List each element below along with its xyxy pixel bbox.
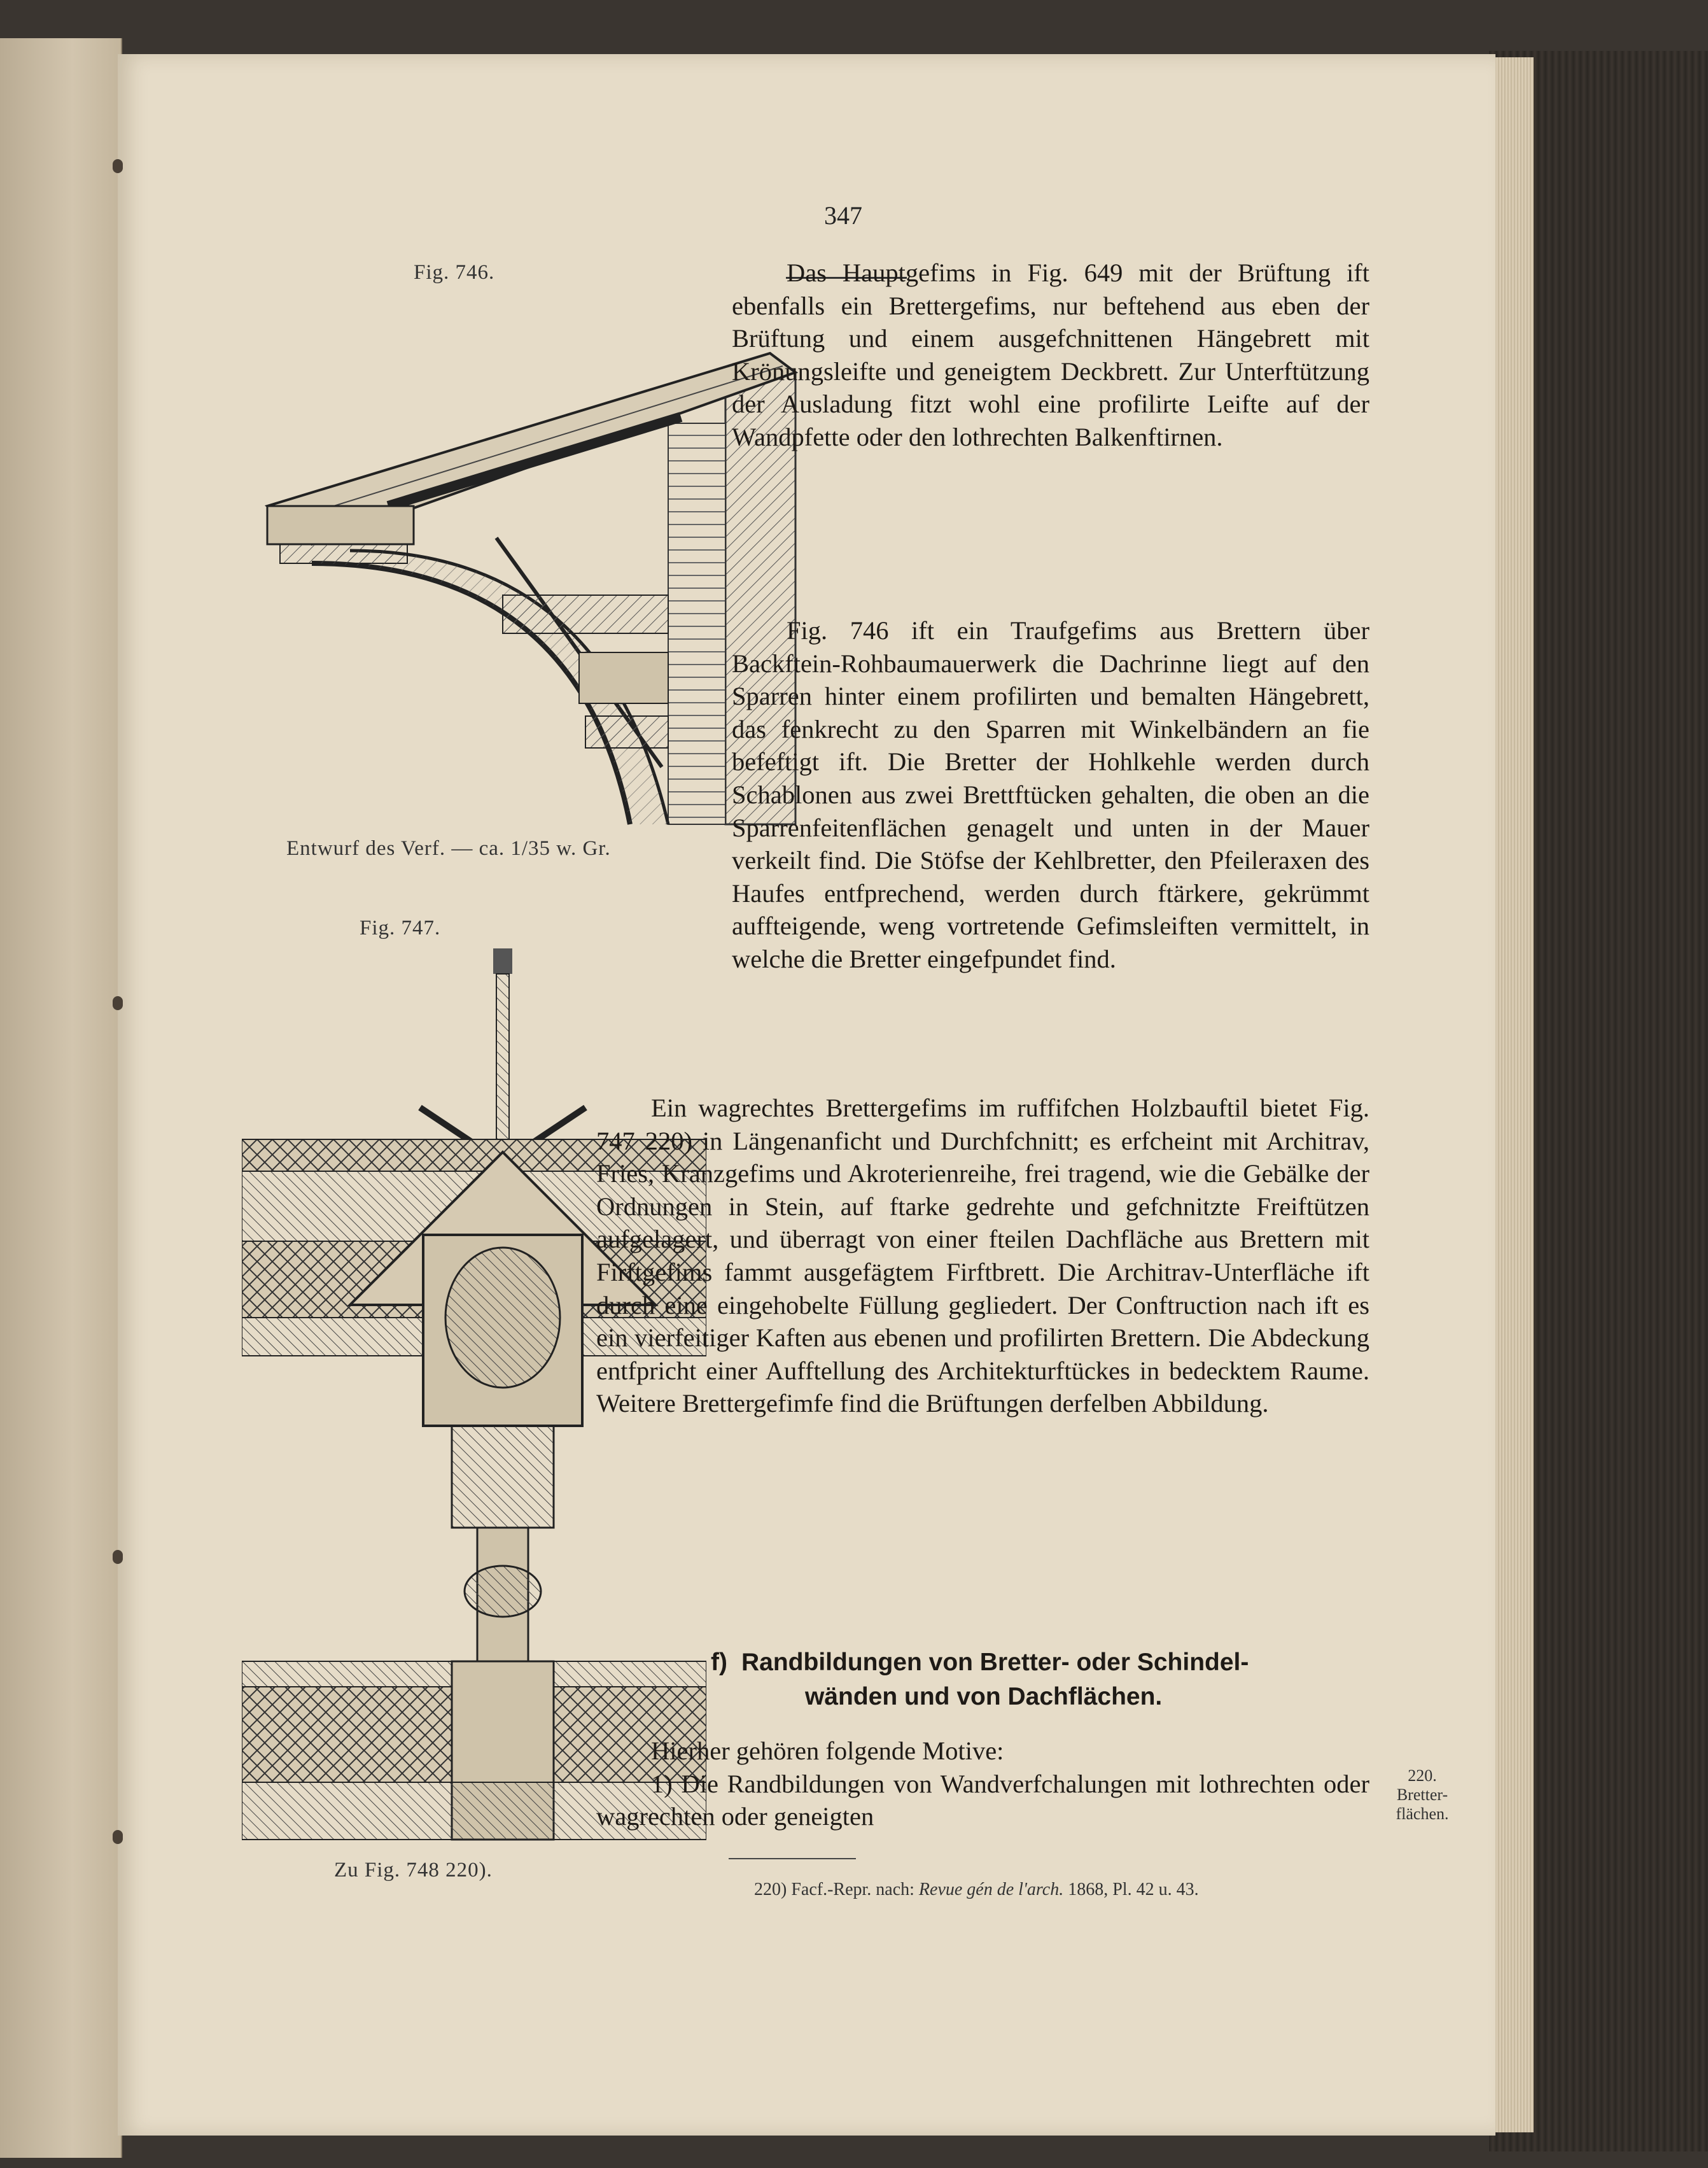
binding-hole xyxy=(113,1550,123,1564)
paragraph-4: Hierher gehören folgende Motive: xyxy=(651,1736,1004,1765)
page-number: 347 xyxy=(824,201,862,230)
paragraph-3: Ein wagrechtes Brettergefims im ruffifchen Holzbauftil bietet Fig. 747 220) in Längenanficht und Durchfchnitt; es erfcheint mit Architrav, Fries, Kranzgefims und Akroterienreihe, frei tragend, wie die Gebälke der Ordnungen in Stein, auf ftarke gedrehte und gefchnitzte Freiftützen aufgelagert, und überragt von einer fteilen Dachfläche aus Brettern mit Firftgefims fammt ausgefägtem Firftbrett. Die Architrav-Unterfläche ift durch eine eingehobelte Füllung gegliedert. Der Conftruction nach ift es ein vierfeitiger Kaften aus ebenen und profilirten Brettern. Die Abdeckung entfpricht einer Aufftellung des Architekturftückes in bedecktem Raume. Weitere Brettergefimfe find die Brüftungen derfelben Abbildung. xyxy=(596,1094,1369,1418)
paragraph-5: 1) Die Randbildungen von Wandverfchalungen mit lothrechten oder wagrechten oder geneigten xyxy=(596,1769,1369,1831)
text-column-upper-2 xyxy=(732,614,1369,976)
footnote xyxy=(754,1880,1390,1900)
fig-746-caption: Entwurf des Verf. — ca. 1/35 w. Gr. xyxy=(286,837,611,860)
text-column-bottom xyxy=(596,1735,1369,1833)
footnote-rule xyxy=(729,1858,856,1859)
section-heading xyxy=(711,1645,1371,1714)
left-page-edge xyxy=(0,38,122,2158)
footnote-detail: 1868, Pl. 42 u. 43. xyxy=(1068,1880,1199,1899)
fig-746-label: Fig. 746. xyxy=(414,261,495,284)
footnote-source: Revue gén de l'arch. xyxy=(918,1880,1064,1899)
fig-747-caption: Zu Fig. 748 220). xyxy=(334,1859,493,1882)
text-column-lower xyxy=(596,1092,1369,1420)
margin-note xyxy=(1384,1766,1460,1824)
binding-hole xyxy=(113,159,123,173)
text-column-upper xyxy=(732,257,1369,454)
section-marker: f) xyxy=(711,1649,727,1676)
paragraph-2: Fig. 746 ift ein Traufgefims aus Brettern über Backftein-Rohbaumauerwerk die Dachrinne liegt auf den Sparren hinter einem profilirten und bemalten Hängebrett, das fenkrecht zu den Sparren mit Winkelbändern an fie befeftigt ift. Die Bretter der Hohlkehle werden durch Schablonen aus zwei Brettftücken gehalten, die oben an die Sparrenfeitenflächen genagelt und unten in der Mauer verkeilt find. Die Stöfse der Kehlbretter, den Pfeileraxen des Haufes entfprechend, werden durch ftärkere, gekrümmt auffteigende, weng vortretende Gefimsleiften vermittelt, in welche die Bretter eingefpundet find. xyxy=(732,616,1369,973)
margin-note-number: 220. xyxy=(1408,1766,1437,1785)
section-heading-line-1: Randbildungen von Bretter- oder Schindel- xyxy=(741,1649,1249,1676)
paragraph-1: Das Hauptgefims in Fig. 649 mit der Brüftung ift ebenfalls ein Brettergefims, nur beftehend aus eben der Brüftung und einem ausgefchnittenen Hängebrett mit Krönungsleifte und geneigtem Deckbrett. Zur Unterftützung der Ausladung fitzt wohl eine profilirte Leifte auf der Wandpfette oder den lothrechten Balkenftirnen. xyxy=(732,258,1369,451)
fig-746-eaves-cornice-drawing xyxy=(223,296,815,831)
footnote-marker: 220) xyxy=(754,1880,787,1899)
margin-note-label: Bretter-flächen. xyxy=(1396,1785,1449,1823)
binding-hole xyxy=(113,996,123,1010)
binding-hole xyxy=(113,1830,123,1844)
section-heading-line-2: wänden und von Dachflächen. xyxy=(805,1683,1163,1710)
book-page xyxy=(118,54,1495,2136)
footnote-text: Facf.-Repr. nach: xyxy=(791,1880,914,1899)
fig-747-label: Fig. 747. xyxy=(360,917,441,940)
